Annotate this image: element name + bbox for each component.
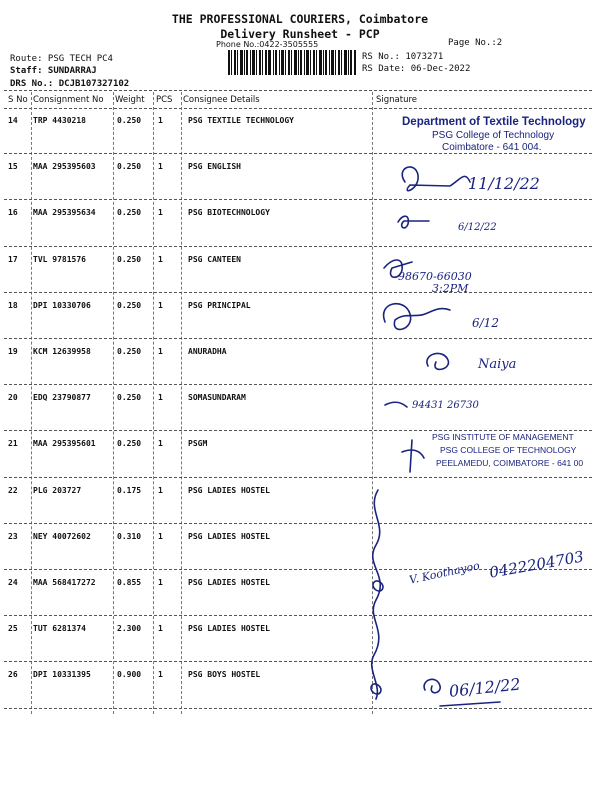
row-pcs: 1: [158, 485, 163, 495]
row-consignee: PSG TEXTILE TECHNOLOGY: [188, 116, 294, 125]
col-weight: Weight: [115, 95, 145, 105]
barcode: [228, 50, 356, 75]
row-weight: 0.250: [117, 300, 142, 310]
runsheet-title: Delivery Runsheet - PCP: [220, 27, 380, 41]
row-sno: 20: [8, 393, 18, 403]
row-weight: 0.250: [117, 347, 142, 356]
col-signature: Signature: [376, 95, 418, 105]
row-rule: [4, 477, 592, 478]
row-weight: 0.855: [117, 578, 142, 587]
row-rule: [4, 338, 592, 339]
row-weight: 0.250: [117, 439, 142, 449]
row-pcs: 1: [158, 162, 163, 172]
col-pcs: PCS: [156, 95, 173, 105]
row-consignment-no: TUT 6281374: [33, 624, 86, 634]
row-pcs: 1: [158, 670, 163, 680]
row-pcs: 1: [158, 254, 163, 264]
col-separator: [372, 92, 373, 714]
textile-stamp-college: PSG College of Technology: [432, 130, 555, 141]
row-consignee: PSG LADIES HOSTEL: [188, 578, 270, 587]
phone-number: Phone No.:0422-3505555: [216, 40, 319, 49]
row-consignment-no: MAA 295395601: [33, 439, 96, 449]
row-sno: 22: [8, 485, 18, 495]
row-consignment-no: MAA 295395634: [33, 208, 96, 218]
row-rule: [4, 615, 592, 616]
row-pcs: 1: [158, 624, 163, 634]
row-consignee: SOMASUNDARAM: [188, 393, 246, 403]
row-consignment-no: KCM 12639958: [33, 347, 91, 356]
row-consignee: PSG LADIES HOSTEL: [188, 531, 270, 541]
col-consignee: Consignee Details: [183, 95, 260, 105]
hw-row17-time: 3:2PM: [432, 282, 469, 295]
row-sno: 16: [8, 208, 18, 218]
row-consignment-no: DPI 10330706: [33, 300, 91, 310]
row-sno: 17: [8, 254, 18, 264]
textile-stamp-city: Coimbatore - 641 004.: [442, 142, 542, 153]
row-consignment-no: DPI 10331395: [33, 670, 91, 680]
row-sno: 15: [8, 162, 18, 172]
row-pcs: 1: [158, 300, 163, 310]
row-consignment-no: EDQ 23790877: [33, 393, 91, 403]
hw-row19-name: Naiya: [478, 357, 517, 372]
col-sno: S No: [8, 95, 28, 105]
row-weight: 2.300: [117, 624, 142, 634]
row-weight: 0.900: [117, 670, 142, 680]
route-label: Route: PSG TECH PC4: [10, 54, 113, 64]
row-consignee: ANURADHA: [188, 347, 227, 356]
row-sno: 23: [8, 531, 18, 541]
row-rule: [4, 246, 592, 247]
row-weight: 0.310: [117, 531, 142, 541]
row-weight: 0.250: [117, 393, 142, 403]
row-rule: [4, 153, 592, 154]
col-separator: [31, 92, 32, 714]
col-separator: [113, 92, 114, 714]
row-rule: [4, 523, 592, 524]
row-sno: 25: [8, 624, 18, 634]
row-consignment-no: NEY 40072602: [33, 531, 91, 541]
row-rule: [4, 384, 592, 385]
hw-row15-date: 11/12/22: [468, 174, 540, 193]
rs-number: RS No.: 1073271: [362, 52, 444, 62]
row-weight: 0.250: [117, 208, 142, 218]
row-sno: 14: [8, 116, 18, 125]
row-consignee: PSG BOYS HOSTEL: [188, 670, 261, 680]
row-sno: 24: [8, 578, 18, 587]
row-rule: [4, 292, 592, 293]
rs-date: RS Date: 06-Dec-2022: [362, 64, 471, 74]
row-consignment-no: MAA 568417272: [33, 578, 96, 587]
header-top-rule: [4, 90, 592, 91]
row-pcs: 1: [158, 393, 163, 403]
header-bottom-rule: [4, 108, 592, 109]
row-consignment-no: PLG 203727: [33, 485, 82, 495]
row-pcs: 1: [158, 578, 163, 587]
row-rule: [4, 199, 592, 200]
textile-stamp-dept: Department of Textile Technology: [402, 116, 586, 128]
row-sno: 19: [8, 347, 18, 356]
hw-row17-phone: 98670-66030: [398, 270, 472, 283]
row-consignment-no: TVL 9781576: [33, 254, 86, 264]
row-weight: 0.250: [117, 116, 142, 125]
row-sno: 26: [8, 670, 18, 680]
row-pcs: 1: [158, 439, 163, 449]
col-separator: [153, 92, 154, 714]
row-consignee: PSG BIOTECHNOLOGY: [188, 208, 270, 218]
row-pcs: 1: [158, 347, 163, 356]
col-separator: [181, 92, 182, 714]
page-number: Page No.:2: [448, 38, 503, 48]
row-consignee: PSG LADIES HOSTEL: [188, 624, 270, 634]
row-consignee: PSGM: [188, 439, 208, 449]
hw-row20-phone: 94431 26730: [412, 400, 479, 411]
staff-label: Staff: SUNDARRAJ: [10, 66, 97, 76]
drs-number: DRS No.: DCJB107327102: [10, 79, 130, 89]
company-title: THE PROFESSIONAL COURIERS, Coimbatore: [171, 12, 429, 26]
row-sno: 18: [8, 300, 18, 310]
hw-row26-date: 06/12/22: [448, 674, 522, 701]
row-consignment-no: MAA 295395603: [33, 162, 96, 172]
row-consignee: PSG LADIES HOSTEL: [188, 485, 270, 495]
hw-row24-name: V. Koothayoo: [408, 559, 481, 587]
row-pcs: 1: [158, 208, 163, 218]
row-pcs: 1: [158, 116, 163, 125]
hw-row18-date: 6/12: [472, 316, 499, 330]
row-consignee: PSG PRINCIPAL: [188, 300, 251, 310]
psgim-stamp-line1: PSG INSTITUTE OF MANAGEMENT: [432, 432, 574, 442]
psgim-stamp-line3: PEELAMEDU, COIMBATORE - 641 00: [436, 458, 584, 468]
row-weight: 0.175: [117, 485, 142, 495]
row-consignee: PSG CANTEEN: [188, 254, 241, 264]
row-pcs: 1: [158, 531, 163, 541]
row-weight: 0.250: [117, 254, 142, 264]
hw-row24-phone: 0422204703: [488, 547, 586, 582]
row-sno: 21: [8, 439, 18, 449]
row-weight: 0.250: [117, 162, 142, 172]
hw-row16-date: 6/12/22: [458, 222, 497, 233]
psgim-stamp-line2: PSG COLLEGE OF TECHNOLOGY: [440, 445, 577, 455]
row-rule: [4, 661, 592, 662]
row-consignment-no: TRP 4430218: [33, 116, 86, 125]
row-rule: [4, 708, 592, 709]
col-consignment: Consignment No: [33, 95, 104, 105]
row-consignee: PSG ENGLISH: [188, 162, 241, 172]
